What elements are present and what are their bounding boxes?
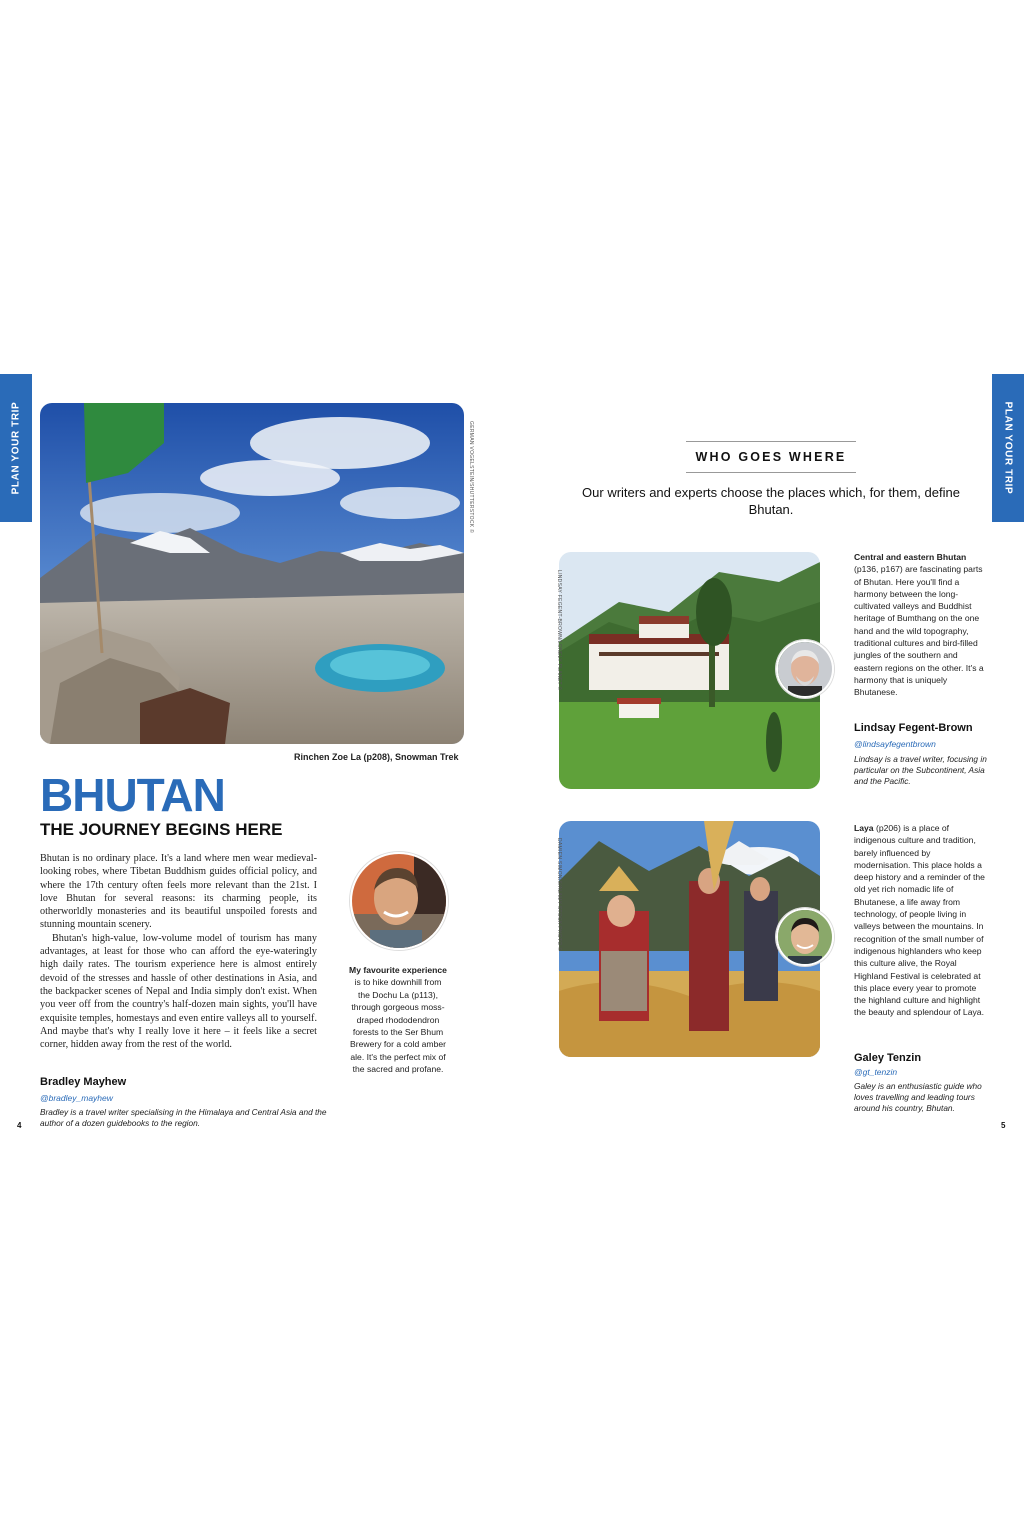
page-subtitle: THE JOURNEY BEGINS HERE bbox=[40, 820, 283, 839]
region1-author-avatar bbox=[776, 640, 834, 698]
region2-place: Laya bbox=[854, 823, 874, 833]
region2-author-handle[interactable]: @gt_tenzin bbox=[854, 1067, 898, 1077]
hero-photo-credit: GERMAN VOGELSTEIN/SHUTTERSTOCK © bbox=[468, 421, 474, 534]
intro-paragraph-2: Bhutan's high-value, low-volume model of tourism has many advantages, at least for those who can afford the eye-wateringly high daily rates. The tourism experience here is almost entirely devoid of the stresses and hassle of other destinations in Asia, and the backpacker scenes of Nepal and India simply don't exist. When you veer off from the country's half-dozen main sights, you'll have exquisite temples, homestays and even entire valleys all to yourself. And maybe that's why I really love it here – it feels like a secret corner, hidden away from the rest of the world. bbox=[40, 932, 317, 1051]
region1-place: Central and eastern Bhutan bbox=[854, 552, 967, 562]
region2-author-avatar bbox=[776, 908, 834, 966]
side-tab-left bbox=[0, 374, 32, 522]
region2-description bbox=[854, 822, 986, 1019]
region1-description bbox=[854, 551, 986, 699]
page-number-left: 4 bbox=[17, 1121, 22, 1130]
side-tab-label: PLAN YOUR TRIP bbox=[10, 401, 22, 495]
side-tab-right bbox=[992, 374, 1024, 522]
hero-caption: Rinchen Zoe La (p208), Snowman Trek bbox=[294, 752, 459, 762]
favourite-lead: My favourite experience bbox=[349, 965, 447, 975]
author-handle[interactable]: @bradley_mayhew bbox=[40, 1093, 113, 1103]
region1-author-handle[interactable]: @lindsayfegentbrown bbox=[854, 739, 936, 749]
section-subheading: Our writers and experts choose the places which, for them, define Bhutan. bbox=[582, 485, 960, 517]
region1-text: (p136, p167) are fascinating parts of Bhutan. Here you'll find a harmony between the long-cultivated valleys and Buddhist heritage of Bumthang on the one hand and the wild topography, traditional cultures and bird-filled jungles of the southern and eastern regions on the other. It's a harmony that is uniquely Bhutanese. bbox=[854, 564, 984, 698]
region2-author-bio: Galey is an enthusiastic guide who loves travelling and leading tours around his country, Bhutan. bbox=[854, 1081, 982, 1113]
region2-photo-credit: DAMIEN SIMONIS/ALAMY STOCK PHOTO © bbox=[556, 838, 562, 952]
intro-paragraph-1: Bhutan is no ordinary place. It's a land where men wear medieval-looking robes, where Tibetan Buddhism guides official policy, and where the 17th century often feels more relevant than the 21st. I love Bhutan for several reasons: its charming people, its otherworldly monasteries and its beautiful unspoiled forests and stunning mountain scenery. bbox=[40, 853, 317, 931]
region2-text: (p206) is a place of indigenous culture and tradition, barely influenced by modernisation. This place holds a deep history and a reminder of the old yet rich nomadic life of Bhutanese, a life away from technology, of people living in valleys between the mountains. In recognition of the small number of indigenous highlanders who keep this culture alive, the Royal Highland Festival is celebrated at this place every year to promote the highland culture and highlight the beauty and splendour of Laya. bbox=[854, 823, 985, 1018]
region1-author-bio: Lindsay is a travel writer, focusing in particular on the Subcontinent, Asia and the Pacific. bbox=[854, 754, 987, 786]
author-name: Bradley Mayhew bbox=[40, 1076, 127, 1088]
favourite-experience bbox=[348, 964, 448, 1076]
region2-author-name: Galey Tenzin bbox=[854, 1052, 922, 1064]
section-heading: WHO GOES WHERE bbox=[695, 450, 847, 464]
hero-photo bbox=[40, 403, 464, 744]
heading-rule-top bbox=[686, 441, 856, 442]
page-number-right: 5 bbox=[1001, 1121, 1006, 1130]
region1-author-name: Lindsay Fegent-Brown bbox=[854, 722, 973, 734]
intro-text bbox=[40, 852, 317, 1051]
author-bio: Bradley is a travel writer specialising in the Himalaya and Central Asia and the author of a dozen guidebooks to the region. bbox=[40, 1107, 327, 1128]
heading-rule-bottom bbox=[686, 472, 856, 473]
page-title: BHUTAN bbox=[40, 769, 225, 821]
side-tab-label: PLAN YOUR TRIP bbox=[1002, 401, 1014, 495]
author-avatar bbox=[350, 852, 448, 950]
region1-photo-credit: LINDSAY FEGENT-BROWN/LONELY PLANET © bbox=[556, 570, 562, 691]
favourite-text: is to hike downhill from the Dochu La (p113), through gorgeous moss-draped rhododendron forests to the Ser Bhum Brewery for a cold amber ale. It's the perfect mix of the sacred and profane. bbox=[350, 977, 446, 1075]
